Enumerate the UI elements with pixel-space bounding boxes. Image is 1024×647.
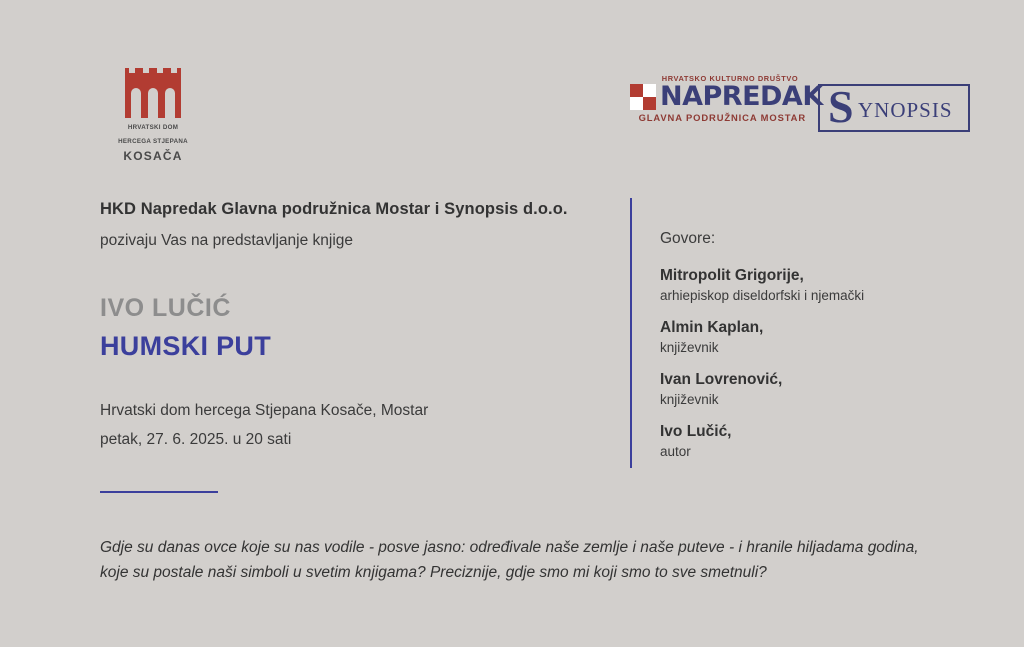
napredak-logo-top-text: HRVATSKO KULTURNO DRUŠTVO: [661, 74, 799, 83]
event-datetime: petak, 27. 6. 2025. u 20 sati: [100, 431, 292, 448]
synopsis-logo: [818, 81, 970, 132]
croatian-checkerboard-icon: [630, 84, 656, 110]
speaker-item: [660, 423, 980, 459]
kosaca-logo-line1: HRVATSKI DOM: [127, 124, 179, 131]
speaker-name: Ivan Lovrenović,: [660, 371, 783, 388]
speakers-heading: Govore:: [660, 230, 716, 247]
book-title: HUMSKI PUT: [100, 331, 271, 361]
synopsis-logo-text: YNOPSIS: [858, 98, 953, 122]
speaker-role: književnik: [660, 392, 719, 407]
invitation-block: [100, 200, 600, 493]
book-author: IVO LUČIĆ: [100, 294, 231, 322]
speakers-block: [660, 230, 980, 475]
speaker-role: književnik: [660, 340, 719, 355]
speaker-item: [660, 371, 980, 407]
napredak-logo-bottom-text: GLAVNA PODRUŽNICA MOSTAR: [638, 112, 806, 123]
speaker-name: Ivo Lučić,: [660, 423, 732, 440]
event-venue: Hrvatski dom hercega Stjepana Kosače, Mostar: [100, 402, 429, 419]
napredak-logo: [630, 74, 823, 123]
vertical-divider: [630, 198, 632, 468]
speaker-role: arhiepiskop diseldorfski i njemački: [660, 288, 865, 303]
speaker-item: [660, 319, 980, 355]
speaker-role: autor: [660, 444, 691, 459]
kosaca-logo-name: KOSAČA: [123, 148, 183, 163]
kosaca-logo: [98, 68, 208, 163]
speaker-name: Mitropolit Grigorije,: [660, 267, 804, 284]
speaker-item: [660, 267, 980, 303]
invitation-line: pozivaju Vas na predstavljanje knjige: [100, 232, 354, 249]
kosaca-building-icon: [125, 68, 181, 118]
decorative-rule: [100, 491, 218, 493]
kosaca-logo-line2: HERCEGA STJEPANA: [118, 138, 188, 146]
quote-text: Gdje su danas ovce koje su nas vodile - posve jasno: određivale naše zemlje i naše puteve - i hranile hiljadama godina, koje su postale naši simboli u svetim knjigama? Preciznije, gdje smo mi koji smo to sve smetnuli?: [100, 539, 919, 582]
napredak-logo-word: NAPREDAK: [660, 81, 823, 113]
synopsis-logo-initial: S: [828, 81, 854, 132]
organizers-line: HKD Napredak Glavna podružnica Mostar i Synopsis d.o.o.: [100, 200, 568, 218]
speaker-name: Almin Kaplan,: [660, 319, 764, 336]
